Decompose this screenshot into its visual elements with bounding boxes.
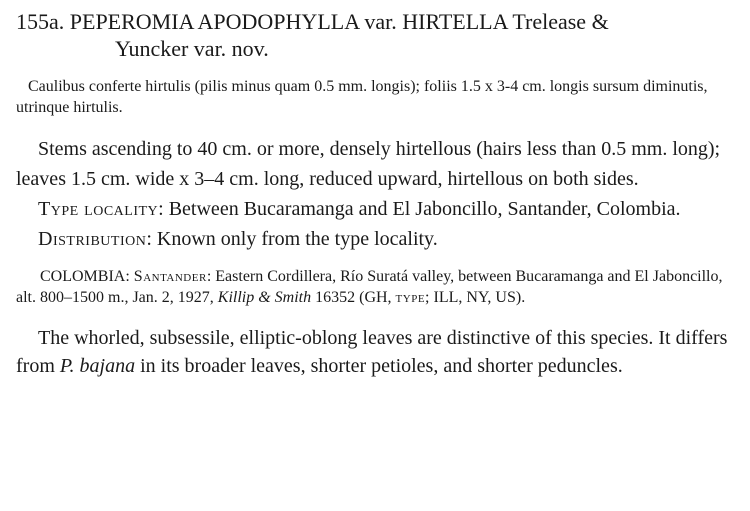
remarks-species: P. bajana: [59, 355, 136, 377]
species-name: PEPEROMIA APODOPHYLLA var. HIRTELLA Trelease &: [69, 9, 609, 34]
specimen-number: 16352 (GH,: [315, 289, 392, 306]
specimen-department: Santander: [133, 268, 207, 285]
remarks-paragraph: [16, 324, 740, 380]
remarks-part2: in its broader leaves, shorter petioles, and shorter peduncles.: [140, 355, 623, 377]
specimen-citation: COLOMBIA: Santander: Eastern Cordillera, Río Suratá valley, between Bucaramanga and El Jaboncillo, alt. 800–1500 m., Jan. 2, 1927, Killip & Smith 16352 (GH, type; ILL, NY, US).: [16, 268, 723, 306]
distribution-paragraph: Distribution: Known only from the type locality.: [38, 228, 438, 250]
remarks-part1: The whorled, subsessile, elliptic-oblong leaves are distinctive of this species. It differs from: [16, 327, 728, 377]
distribution-label: Distribution: [38, 228, 147, 250]
specimen-collectors: Killip & Smith: [217, 289, 312, 306]
type-locality-paragraph: Type locality: Between Bucaramanga and El Jaboncillo, Santander, Colombia.: [38, 198, 681, 220]
specimen-country: COLOMBIA: [40, 268, 126, 285]
species-heading: [16, 0, 740, 62]
specimen-details: Eastern Cordillera, Río Suratá valley, between Bucaramanga and El Jaboncillo, alt. 800–1500 m., Jan. 2, 1927,: [16, 268, 723, 306]
latin-diagnosis: Caulibus conferte hirtulis (pilis minus quam 0.5 mm. longis); foliis 1.5 x 3-4 cm. longis sursum diminutis, utrinque hirtulis.: [16, 78, 708, 116]
entry-number: 155a.: [16, 9, 65, 34]
specimen-herbaria: ; ILL, NY, US).: [425, 289, 526, 306]
specimen-type-label: type: [395, 289, 426, 306]
type-locality-text: Between Bucaramanga and El Jaboncillo, Santander, Colombia.: [168, 198, 681, 220]
species-name-continued: Yuncker var. nov.: [115, 36, 269, 61]
distribution-text: Known only from the type locality.: [156, 228, 438, 250]
type-locality-label: Type locality: [38, 198, 159, 220]
description-paragraph: Stems ascending to 40 cm. or more, densely hirtellous (hairs less than 0.5 mm. long); leaves 1.5 cm. wide x 3–4 cm. long, reduced upward, hirtellous on both sides.: [16, 138, 721, 190]
